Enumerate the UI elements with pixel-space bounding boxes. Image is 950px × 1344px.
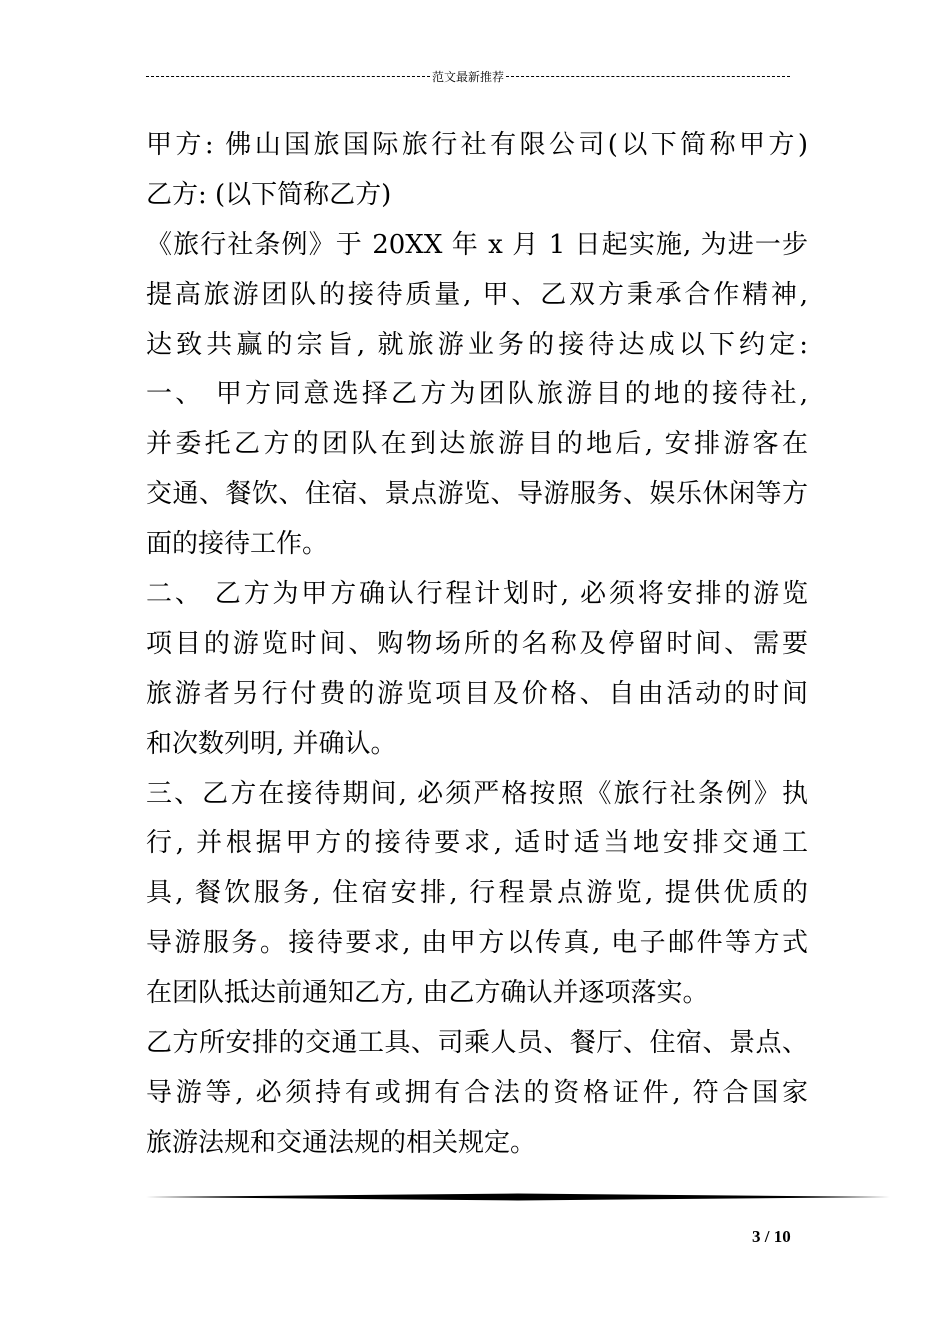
body-line: 并委托乙方的团队在到达旅游目的地后, 安排游客在 [146,429,808,460]
footer-divider [146,1193,890,1201]
body-line: 三、乙方在接待期间, 必须严格按照《旅行社条例》执 [146,778,808,809]
body-line: 二、 乙方为甲方确认行程计划时, 必须将安排的游览 [146,579,808,610]
body-line: 提高旅游团队的接待质量, 甲、乙双方秉承合作精神, [146,279,808,310]
body-line: 面的接待工作。 [146,529,329,560]
body-line: 一、 甲方同意选择乙方为团队旅游目的地的接待社, [146,379,808,410]
body-line: 乙方: (以下简称乙方) [146,179,392,210]
body-line: 旅游法规和交通法规的相关规定。 [146,1127,537,1158]
page-number: 3 / 10 [752,1227,791,1246]
body-line: 项目的游览时间、购物场所的名称及停留时间、需要 [146,628,808,659]
body-line: 《旅行社条例》于 20XX 年 x 月 1 日起实施, 为进一步 [146,229,808,260]
page-header [146,66,790,86]
body-line: 导游等, 必须持有或拥有合法的资格证件, 符合国家 [146,1077,808,1108]
body-line: 行, 并根据甲方的接待要求, 适时适当地安排交通工 [146,828,808,859]
body-line: 交通、餐饮、住宿、景点游览、导游服务、娱乐休闲等方 [146,479,808,510]
body-line: 甲方: 佛山国旅国际旅行社有限公司(以下简称甲方) [146,130,808,160]
body-line: 具, 餐饮服务, 住宿安排, 行程景点游览, 提供优质的 [146,878,808,909]
body-line: 和次数列明, 并确认。 [146,728,397,759]
header-title: 范文最新推荐 [432,69,505,84]
header-dash-right [506,76,790,77]
body-line: 旅游者另行付费的游览项目及价格、自由活动的时间 [146,678,808,709]
body-line: 在团队抵达前通知乙方, 由乙方确认并逐项落实。 [146,978,709,1009]
body-line: 导游服务。接待要求, 由甲方以传真, 电子邮件等方式 [146,928,808,959]
document-body [146,121,808,1169]
body-line: 乙方所安排的交通工具、司乘人员、餐厅、住宿、景点、 [146,1028,808,1059]
body-line: 达致共赢的宗旨, 就旅游业务的接待达成以下约定: [146,329,808,360]
header-dash-left [146,76,430,77]
